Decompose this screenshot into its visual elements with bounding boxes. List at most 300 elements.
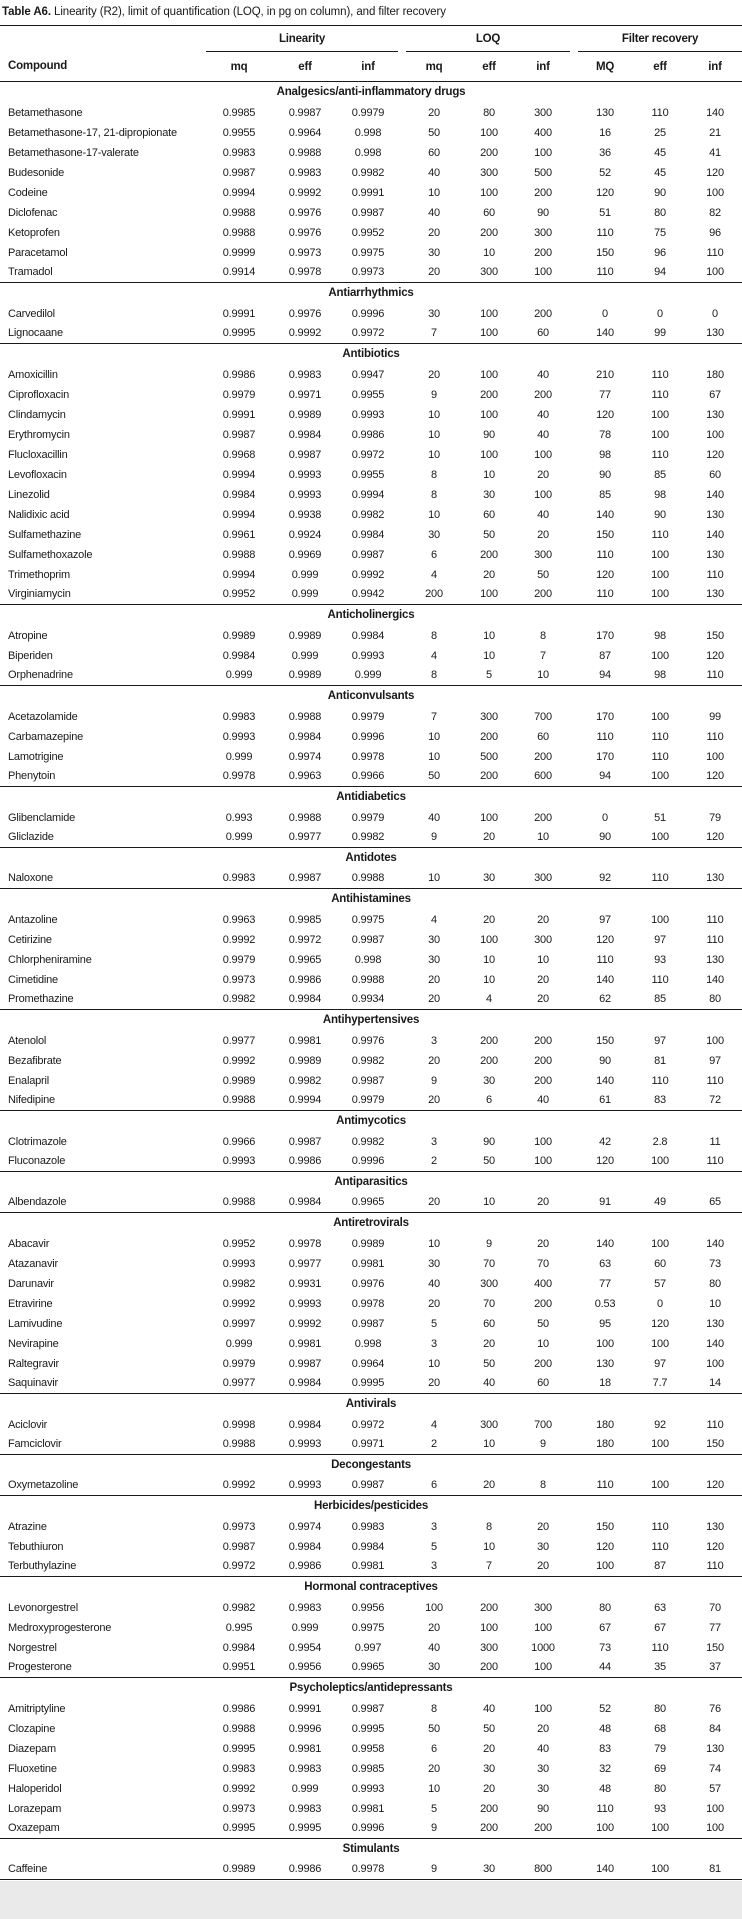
compound-row xyxy=(0,425,742,445)
column-gap xyxy=(398,565,406,585)
value-cell: 30 xyxy=(483,1863,495,1876)
value-cell: 32 xyxy=(599,1762,611,1775)
value-cell: 10 xyxy=(428,1237,440,1250)
compound-name: Cimetidine xyxy=(8,973,58,986)
column-gap xyxy=(398,1799,406,1819)
value-cell: 90 xyxy=(483,428,495,441)
value-cell: 79 xyxy=(654,1742,666,1755)
value-cell: 110 xyxy=(651,730,669,743)
value-cell: 0.9993 xyxy=(351,649,385,662)
value-cell: 8 xyxy=(431,629,437,642)
value-cell: 0.9982 xyxy=(351,508,385,521)
value-cell: 100 xyxy=(534,448,552,461)
value-cell: 100 xyxy=(480,933,498,946)
column-gap xyxy=(398,525,406,545)
value-cell: 100 xyxy=(651,1237,669,1250)
value-cell: 0.9982 xyxy=(351,1135,385,1148)
value-cell: 200 xyxy=(534,246,552,259)
compound-row xyxy=(0,869,742,889)
compound-name: Phenytoin xyxy=(8,770,56,783)
value-cell: 0.9979 xyxy=(351,710,385,723)
value-cell: 100 xyxy=(596,1337,614,1350)
value-cell: 9 xyxy=(431,1863,437,1876)
value-cell: 94 xyxy=(654,266,666,279)
compound-row xyxy=(0,143,742,163)
value-cell: 0.9989 xyxy=(351,1237,385,1250)
column-gap xyxy=(398,1152,406,1172)
section-title: Antihypertensives xyxy=(0,1010,742,1031)
compound-row xyxy=(0,1254,742,1274)
value-cell: 18 xyxy=(599,1377,611,1390)
value-cell: 85 xyxy=(654,468,666,481)
value-cell: 0.9975 xyxy=(351,913,385,926)
compound-row xyxy=(0,828,742,848)
value-cell: 140 xyxy=(596,508,614,521)
value-cell: 10 xyxy=(428,1357,440,1370)
value-cell: 50 xyxy=(483,1155,495,1168)
column-gap xyxy=(398,1699,406,1719)
header-loq-inf: inf xyxy=(516,52,570,82)
value-cell: 0.9986 xyxy=(222,368,256,381)
value-cell: 60 xyxy=(537,327,549,340)
column-gap xyxy=(398,1193,406,1213)
column-gap xyxy=(570,1234,578,1254)
compound-row xyxy=(0,1759,742,1779)
value-cell: 0.9973 xyxy=(222,1802,256,1815)
column-gap xyxy=(398,869,406,889)
value-cell: 20 xyxy=(483,913,495,926)
value-cell: 110 xyxy=(651,448,669,461)
value-cell: 8 xyxy=(431,669,437,682)
column-gap xyxy=(570,1739,578,1759)
column-gap xyxy=(570,1819,578,1839)
value-cell: 150 xyxy=(596,1034,614,1047)
value-cell: 100 xyxy=(651,548,669,561)
value-cell: 8 xyxy=(431,468,437,481)
value-cell: 0.9981 xyxy=(288,1337,322,1350)
column-gap xyxy=(398,1517,406,1537)
value-cell: 300 xyxy=(480,710,498,723)
value-cell: 20 xyxy=(428,1196,440,1209)
value-cell: 4 xyxy=(431,568,437,581)
section-header-row xyxy=(0,1213,742,1234)
value-cell: 60 xyxy=(428,146,440,159)
compound-row xyxy=(0,727,742,747)
value-cell: 100 xyxy=(651,1822,669,1835)
value-cell: 100 xyxy=(651,1155,669,1168)
value-cell: 110 xyxy=(706,1074,724,1087)
value-cell: 300 xyxy=(534,226,552,239)
compound-row xyxy=(0,565,742,585)
value-cell: 100 xyxy=(651,408,669,421)
value-cell: 110 xyxy=(706,933,724,946)
value-cell: 0.9982 xyxy=(222,1277,256,1290)
value-cell: 170 xyxy=(596,629,614,642)
value-cell: 0.9995 xyxy=(222,1742,256,1755)
value-cell: 20 xyxy=(428,1054,440,1067)
value-cell: 300 xyxy=(534,872,552,885)
compound-row xyxy=(0,1557,742,1577)
value-cell: 100 xyxy=(706,1822,724,1835)
compound-row xyxy=(0,203,742,223)
compound-name: Betamethasone-17, 21-dipropionate xyxy=(8,126,177,139)
value-cell: 200 xyxy=(534,186,552,199)
compound-row xyxy=(0,123,742,143)
compound-name: Lorazepam xyxy=(8,1802,62,1815)
value-cell: 100 xyxy=(706,750,724,763)
column-gap xyxy=(570,425,578,445)
value-cell: 100 xyxy=(706,186,724,199)
column-gap xyxy=(570,485,578,505)
value-cell: 0.9976 xyxy=(288,206,322,219)
value-cell: 30 xyxy=(537,1782,549,1795)
value-cell: 0.9974 xyxy=(288,1520,322,1533)
value-cell: 92 xyxy=(654,1418,666,1431)
value-cell: 4 xyxy=(431,1418,437,1431)
value-cell: 0.9982 xyxy=(351,831,385,844)
compound-row xyxy=(0,1799,742,1819)
value-cell: 0.9993 xyxy=(222,730,256,743)
value-cell: 3 xyxy=(431,1034,437,1047)
value-cell: 0.9966 xyxy=(351,770,385,783)
value-cell: 130 xyxy=(706,327,724,340)
value-cell: 0.9952 xyxy=(222,588,256,601)
value-cell: 180 xyxy=(706,368,724,381)
compound-row xyxy=(0,163,742,183)
value-cell: 50 xyxy=(483,1357,495,1370)
section-title: Antivirals xyxy=(0,1394,742,1415)
column-gap xyxy=(570,545,578,565)
value-cell: 100 xyxy=(480,327,498,340)
value-cell: 9 xyxy=(431,831,437,844)
value-cell: 10 xyxy=(537,953,549,966)
value-cell: 110 xyxy=(596,953,614,966)
section-title: Antimycotics xyxy=(0,1111,742,1132)
value-cell: 200 xyxy=(534,750,552,763)
compound-name: Enalapril xyxy=(8,1074,50,1087)
compound-row xyxy=(0,263,742,283)
column-gap xyxy=(398,1091,406,1111)
value-cell: 40 xyxy=(428,1277,440,1290)
column-gap xyxy=(570,970,578,990)
value-cell: 80 xyxy=(654,1702,666,1715)
column-gap xyxy=(398,646,406,666)
compound-row xyxy=(0,465,742,485)
value-cell: 14 xyxy=(709,1377,721,1390)
group-spacer xyxy=(0,26,206,52)
value-cell: 80 xyxy=(654,206,666,219)
value-cell: 120 xyxy=(706,770,724,783)
value-cell: 0.9989 xyxy=(288,669,322,682)
value-cell: 67 xyxy=(654,1621,666,1634)
value-cell: 0.9987 xyxy=(351,1074,385,1087)
value-cell: 0.9996 xyxy=(351,307,385,320)
value-cell: 0.9979 xyxy=(222,953,256,966)
value-cell: 0.9993 xyxy=(222,1257,256,1270)
value-cell: 120 xyxy=(706,831,724,844)
value-cell: 40 xyxy=(537,508,549,521)
value-cell: 0.9993 xyxy=(351,408,385,421)
compound-row xyxy=(0,1294,742,1314)
value-cell: 0.9988 xyxy=(222,1196,256,1209)
value-cell: 100 xyxy=(706,428,724,441)
value-cell: 200 xyxy=(534,1297,552,1310)
value-cell: 92 xyxy=(599,872,611,885)
value-cell: 0.9972 xyxy=(288,933,322,946)
compound-row xyxy=(0,910,742,930)
compound-name: Amoxicillin xyxy=(8,368,58,381)
value-cell: 0.9976 xyxy=(288,226,322,239)
compound-name: Aciclovir xyxy=(8,1418,48,1431)
column-gap xyxy=(398,1860,406,1880)
value-cell: 0.9988 xyxy=(351,872,385,885)
column-gap xyxy=(570,1435,578,1455)
value-cell: 0.9965 xyxy=(351,1661,385,1674)
compound-name: Atazanavir xyxy=(8,1257,58,1270)
value-cell: 10 xyxy=(537,669,549,682)
column-gap xyxy=(398,1719,406,1739)
value-cell: 90 xyxy=(537,206,549,219)
value-cell: 0.9978 xyxy=(288,266,322,279)
value-cell: 0.9995 xyxy=(351,1722,385,1735)
value-cell: 0.9977 xyxy=(222,1034,256,1047)
value-cell: 30 xyxy=(483,1074,495,1087)
value-cell: 0.9987 xyxy=(351,933,385,946)
value-cell: 36 xyxy=(599,146,611,159)
compound-name: Glibenclamide xyxy=(8,811,76,824)
value-cell: 0.9973 xyxy=(288,246,322,259)
value-cell: 63 xyxy=(654,1601,666,1614)
column-gap xyxy=(570,243,578,263)
value-cell: 130 xyxy=(706,508,724,521)
value-cell: 52 xyxy=(599,166,611,179)
column-gap xyxy=(398,727,406,747)
value-cell: 0.9992 xyxy=(351,568,385,581)
value-cell: 0.9914 xyxy=(222,266,256,279)
value-cell: 10 xyxy=(483,973,495,986)
column-gap xyxy=(398,970,406,990)
value-cell: 70 xyxy=(537,1257,549,1270)
value-cell: 51 xyxy=(654,811,666,824)
column-gap xyxy=(570,767,578,787)
value-cell: 0.9984 xyxy=(351,629,385,642)
value-cell: 97 xyxy=(654,1357,666,1370)
compound-name: Betamethasone-17-valerate xyxy=(8,146,139,159)
value-cell: 70 xyxy=(483,1297,495,1310)
value-cell: 200 xyxy=(480,1661,498,1674)
value-cell: 0.9979 xyxy=(351,106,385,119)
value-cell: 120 xyxy=(706,1479,724,1492)
value-cell: 65 xyxy=(709,1196,721,1209)
compound-name: Cetirizine xyxy=(8,933,52,946)
value-cell: 30 xyxy=(428,307,440,320)
compound-row xyxy=(0,485,742,505)
value-cell: 0.9987 xyxy=(288,872,322,885)
compound-name: Saquinavir xyxy=(8,1377,58,1390)
value-cell: 100 xyxy=(480,408,498,421)
value-cell: 110 xyxy=(651,106,669,119)
value-cell: 78 xyxy=(599,428,611,441)
value-cell: 300 xyxy=(534,548,552,561)
value-cell: 100 xyxy=(480,186,498,199)
value-cell: 0.9994 xyxy=(222,508,256,521)
compound-row xyxy=(0,1739,742,1759)
section-header-row xyxy=(0,605,742,626)
compound-row xyxy=(0,1537,742,1557)
value-cell: 150 xyxy=(596,528,614,541)
value-cell: 6 xyxy=(431,1742,437,1755)
column-gap xyxy=(398,1254,406,1274)
value-cell: 3 xyxy=(431,1560,437,1573)
value-cell: 130 xyxy=(706,872,724,885)
compound-row xyxy=(0,970,742,990)
value-cell: 0.9976 xyxy=(288,307,322,320)
value-cell: 6 xyxy=(431,548,437,561)
value-cell: 0.9978 xyxy=(351,750,385,763)
column-gap xyxy=(570,1779,578,1799)
value-cell: 21 xyxy=(709,126,721,139)
value-cell: 0.9987 xyxy=(288,1135,322,1148)
value-cell: 20 xyxy=(428,106,440,119)
value-cell: 100 xyxy=(480,1621,498,1634)
value-cell: 700 xyxy=(534,710,552,723)
value-cell: 300 xyxy=(480,166,498,179)
value-cell: 0.9983 xyxy=(288,368,322,381)
value-cell: 300 xyxy=(534,1601,552,1614)
value-cell: 0.9961 xyxy=(222,528,256,541)
column-gap xyxy=(398,1658,406,1678)
value-cell: 73 xyxy=(709,1257,721,1270)
value-cell: 90 xyxy=(654,186,666,199)
value-cell: 0.9993 xyxy=(288,468,322,481)
value-cell: 20 xyxy=(483,1742,495,1755)
value-cell: 0.9997 xyxy=(222,1317,256,1330)
value-cell: 82 xyxy=(709,206,721,219)
compound-name: Atrazine xyxy=(8,1520,47,1533)
section-header-row xyxy=(0,787,742,808)
value-cell: 40 xyxy=(428,206,440,219)
value-cell: 0.9983 xyxy=(222,146,256,159)
value-cell: 60 xyxy=(483,206,495,219)
compound-row xyxy=(0,1091,742,1111)
value-cell: 0.9995 xyxy=(351,1377,385,1390)
value-cell: 0.9982 xyxy=(222,993,256,1006)
column-gap xyxy=(570,385,578,405)
value-cell: 0.9987 xyxy=(222,166,256,179)
column-gap xyxy=(570,1314,578,1334)
column-gap xyxy=(398,1435,406,1455)
column-gap xyxy=(570,505,578,525)
value-cell: 100 xyxy=(596,1560,614,1573)
column-gap xyxy=(398,1739,406,1759)
value-cell: 0 xyxy=(657,307,663,320)
value-cell: 110 xyxy=(651,973,669,986)
value-cell: 100 xyxy=(651,1337,669,1350)
value-cell: 52 xyxy=(599,1702,611,1715)
value-cell: 0.9988 xyxy=(288,811,322,824)
value-cell: 3 xyxy=(431,1520,437,1533)
value-cell: 200 xyxy=(534,1074,552,1087)
value-cell: 200 xyxy=(480,1822,498,1835)
value-cell: 140 xyxy=(706,1337,724,1350)
column-gap xyxy=(398,990,406,1010)
value-cell: 200 xyxy=(480,1054,498,1067)
compound-name: Lamotrigine xyxy=(8,750,64,763)
value-cell: 85 xyxy=(599,488,611,501)
value-cell: 120 xyxy=(596,1155,614,1168)
compound-name: Haloperidol xyxy=(8,1782,62,1795)
value-cell: 0.999 xyxy=(291,588,319,601)
value-cell: 20 xyxy=(428,1297,440,1310)
value-cell: 20 xyxy=(537,528,549,541)
value-cell: 0.999 xyxy=(225,750,253,763)
compound-name: Darunavir xyxy=(8,1277,54,1290)
compound-name: Trimethoprim xyxy=(8,568,70,581)
value-cell: 0.9984 xyxy=(222,649,256,662)
value-cell: 300 xyxy=(480,1641,498,1654)
compound-name: Oxazepam xyxy=(8,1822,60,1835)
compound-row xyxy=(0,1234,742,1254)
value-cell: 10 xyxy=(428,730,440,743)
value-cell: 130 xyxy=(706,1520,724,1533)
value-cell: 95 xyxy=(599,1317,611,1330)
value-cell: 130 xyxy=(706,408,724,421)
value-cell: 300 xyxy=(480,1418,498,1431)
value-cell: 20 xyxy=(428,973,440,986)
value-cell: 90 xyxy=(599,468,611,481)
compound-row xyxy=(0,525,742,545)
value-cell: 0.9978 xyxy=(288,1237,322,1250)
value-cell: 30 xyxy=(483,872,495,885)
section-title: Herbicides/pesticides xyxy=(0,1496,742,1517)
value-cell: 0.9981 xyxy=(288,1034,322,1047)
value-cell: 60 xyxy=(709,468,721,481)
column-gap xyxy=(398,1132,406,1152)
section-header-row xyxy=(0,1394,742,1415)
value-cell: 61 xyxy=(599,1094,611,1107)
value-cell: 87 xyxy=(599,649,611,662)
value-cell: 110 xyxy=(706,913,724,926)
header-recovery-eff: eff xyxy=(632,52,688,82)
column-gap xyxy=(398,1779,406,1799)
compound-name: Diazepam xyxy=(8,1742,56,1755)
value-cell: 100 xyxy=(651,588,669,601)
value-cell: 99 xyxy=(709,710,721,723)
value-cell: 0.9956 xyxy=(351,1601,385,1614)
value-cell: 0.9984 xyxy=(288,993,322,1006)
value-cell: 120 xyxy=(596,408,614,421)
value-cell: 0.9985 xyxy=(351,1762,385,1775)
column-gap xyxy=(398,485,406,505)
column-gap xyxy=(570,1091,578,1111)
value-cell: 100 xyxy=(651,649,669,662)
value-cell: 0.9963 xyxy=(288,770,322,783)
value-cell: 150 xyxy=(596,246,614,259)
value-cell: 87 xyxy=(654,1560,666,1573)
value-cell: 9 xyxy=(431,388,437,401)
value-cell: 110 xyxy=(651,1540,669,1553)
value-cell: 0.9984 xyxy=(288,1196,322,1209)
value-cell: 200 xyxy=(425,588,443,601)
column-gap xyxy=(398,203,406,223)
value-cell: 0.9989 xyxy=(222,629,256,642)
value-cell: 0.993 xyxy=(225,811,253,824)
value-cell: 100 xyxy=(651,1479,669,1492)
value-cell: 45 xyxy=(654,166,666,179)
value-cell: 0.9976 xyxy=(351,1034,385,1047)
compound-row xyxy=(0,1334,742,1354)
value-cell: 0.9981 xyxy=(351,1257,385,1270)
